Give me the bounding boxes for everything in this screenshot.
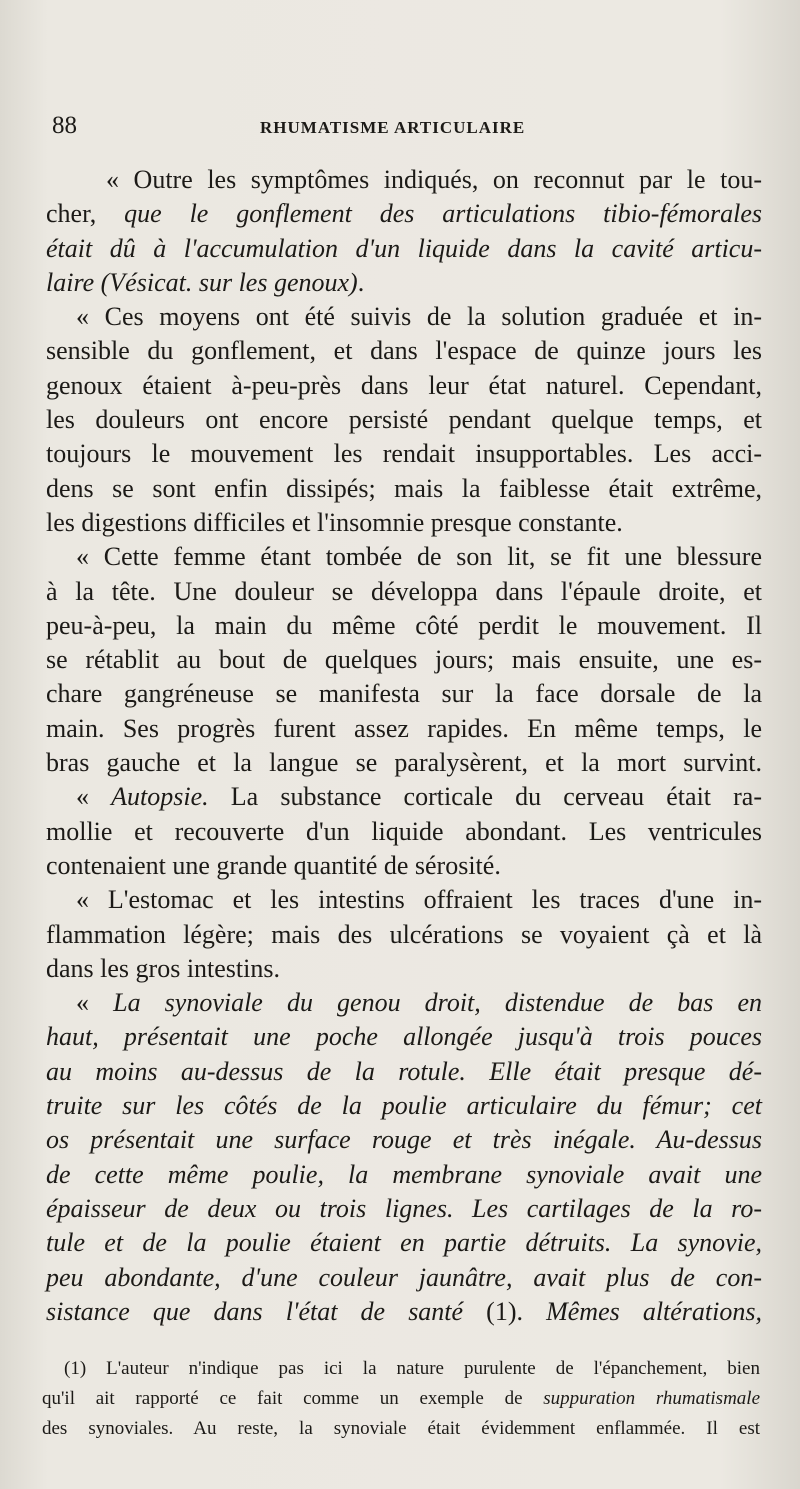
text-line: les digestions difficiles et l'insomnie presque constante. (46, 507, 623, 537)
roman-text: La substance corticale du cerveau était ra- (208, 782, 763, 812)
text-line: « Ces moyens ont été suivis de la solution graduée et in- (76, 302, 762, 332)
text-line: « Cette femme étant tombée de son lit, se fit une blessure (76, 542, 762, 572)
italic-text: laire (Vésicat. sur les genoux) (46, 267, 358, 297)
roman-text: (1). (486, 1296, 547, 1326)
text-line: « Outre les symptômes indiqués, on reconnut par le tou- (106, 165, 762, 194)
text-line: chare gangréneuse se manifesta sur la face dorsale de la (46, 679, 762, 709)
text-line (46, 1295, 762, 1329)
text-line (46, 197, 762, 231)
page-header (52, 112, 764, 144)
text-line: bras gauche et la langue se paralysèrent, et la mort survint. (46, 748, 762, 778)
italic-text: La synoviale du genou droit, distendue de bas en (113, 988, 763, 1018)
text-line: épaisseur de deux ou trois lignes. Les cartilages de la ro- (46, 1193, 762, 1223)
text-line: flammation légère; mais des ulcérations se voyaient çà et là (46, 919, 762, 949)
roman-text: cher, (46, 199, 125, 229)
text-line: se rétablit au bout de quelques jours; mais ensuite, une es- (46, 645, 762, 675)
footnotes (42, 1354, 760, 1444)
roman-text: qu'il ait rapporté ce fait comme un exemple de (42, 1388, 544, 1409)
text-line: truite sur les côtés de la poulie articulaire du fémur; cet (46, 1091, 762, 1121)
roman-text: « (76, 988, 114, 1018)
text-line: genoux étaient à-peu-près dans leur état naturel. Cependant, (46, 370, 762, 400)
text-line: dens se sont enfin dissipés; mais la faiblesse était extrême, (46, 473, 762, 503)
text-line: de cette même poulie, la membrane synoviale avait une (46, 1159, 762, 1189)
roman-text: « (76, 782, 112, 812)
text-line: à la tête. Une douleur se développa dans l'épaule droite, et (46, 576, 762, 606)
italic-text: Mêmes altérations, (546, 1296, 762, 1326)
text-line: était dû à l'accumulation d'un liquide dans la cavité articu- (46, 233, 762, 263)
text-line: tule et de la poulie étaient en partie détruits. La synovie, (46, 1228, 762, 1258)
roman-text: . (357, 267, 365, 297)
text-line: mollie et recouverte d'un liquide abondant. Les ventricules (46, 816, 762, 846)
text-line: au moins au-dessus de la rotule. Elle était presque dé- (46, 1056, 762, 1086)
text-line: peu abondante, d'une couleur jaunâtre, avait plus de con- (46, 1262, 762, 1292)
text-line: peu-à-peu, la main du même côté perdit le mouvement. Il (46, 610, 762, 640)
text-line: haut, présentait une poche allongée jusqu'à trois pouces (46, 1022, 762, 1052)
italic-text: sistance que dans l'état de santé (46, 1296, 487, 1326)
text-line: main. Ses progrès furent assez rapides. En même temps, le (46, 713, 762, 743)
footnote-line: des synoviales. Au reste, la synoviale était évidemment enflammée. Il est (42, 1418, 760, 1439)
text-line: sensible du gonflement, et dans l'espace de quinze jours les (46, 336, 762, 366)
text-line (46, 780, 762, 814)
italic-text: Autopsie. (111, 782, 209, 812)
text-line: « L'estomac et les intestins offraient les traces d'une in- (76, 885, 762, 915)
text-line (46, 986, 762, 1020)
footnote-line: (1) L'auteur n'indique pas ici la nature purulente de l'épanchement, bien (64, 1358, 760, 1379)
running-head: RHUMATISME ARTICULAIRE (260, 118, 526, 137)
text-line: os présentait une surface rouge et très inégale. Au-dessus (46, 1125, 762, 1155)
text-line (46, 266, 762, 300)
italic-text: suppuration rhumatismale (543, 1388, 760, 1409)
text-line: contenaient une grande quantité de sérosité. (46, 850, 501, 880)
text-line: toujours le mouvement les rendait insupportables. Les acci- (46, 439, 762, 469)
text-line: dans les gros intestins. (46, 953, 280, 983)
body-text (46, 163, 762, 1329)
footnote-line (42, 1384, 760, 1414)
italic-text: que le gonflement des articulations tibio-fémorales (124, 199, 762, 229)
text-line: les douleurs ont encore persisté pendant quelque temps, et (46, 405, 762, 435)
page-number: 88 (52, 112, 77, 139)
